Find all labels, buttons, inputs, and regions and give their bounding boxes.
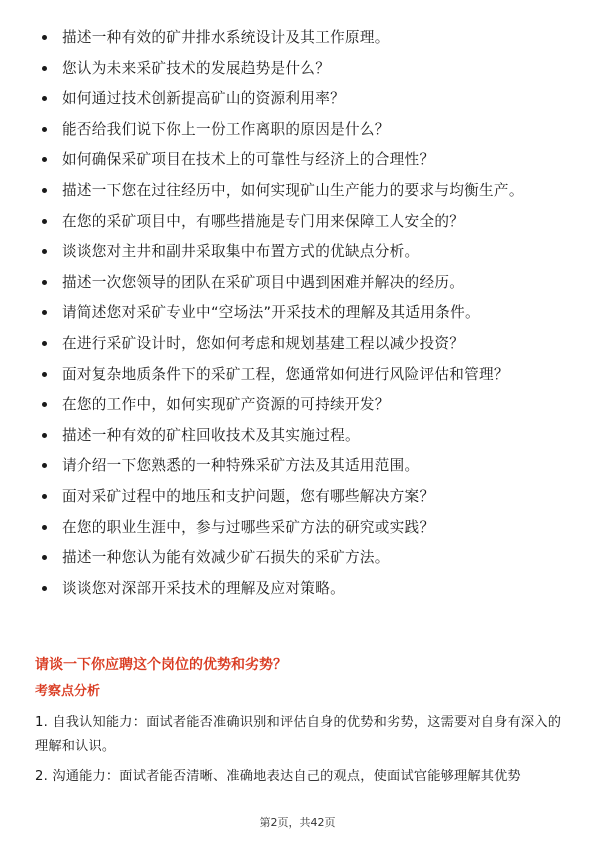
list-item — [42, 27, 562, 48]
question-text: 如何确保采矿项目在技术上的可靠性与经济上的合理性？ — [62, 151, 435, 169]
bullet-dot-icon — [42, 35, 47, 40]
bullet-dot-icon — [42, 341, 47, 346]
bullet-dot-icon — [42, 66, 47, 71]
question-text: 谈谈您对深部开采技术的理解及应对策略。 — [62, 579, 345, 597]
list-item — [42, 364, 562, 385]
question-list — [42, 27, 562, 608]
bullet-dot-icon — [42, 525, 47, 530]
analysis-list — [35, 711, 565, 795]
bullet-dot-icon — [42, 249, 47, 254]
question-text: 面对复杂地质条件下的采矿工程，您通常如何进行风险评估和管理？ — [62, 365, 509, 383]
bullet-dot-icon — [42, 310, 47, 315]
question-text: 描述一种您认为能有效减少矿石损失的采矿方法。 — [62, 549, 390, 567]
list-item — [42, 58, 562, 79]
list-item — [42, 425, 562, 446]
list-item — [42, 486, 562, 507]
section-heading: 请谈一下你应聘这个岗位的优势和劣势？ — [35, 657, 287, 673]
bullet-dot-icon — [42, 463, 47, 468]
bullet-dot-icon — [42, 555, 47, 560]
bullet-dot-icon — [42, 157, 47, 162]
list-item — [42, 578, 562, 599]
list-item — [42, 119, 562, 140]
list-item — [42, 211, 562, 232]
question-text: 如何通过技术创新提高矿山的资源利用率？ — [62, 90, 345, 108]
analysis-point: 2. 沟通能力：面试者能否清晰、准确地表达自己的观点，使面试官能够理解其优势 — [35, 769, 521, 784]
bullet-dot-icon — [42, 219, 47, 224]
question-text: 在您的职业生涯中，参与过哪些采矿方法的研究或实践？ — [62, 518, 435, 536]
question-text: 描述一下您在过往经历中，如何实现矿山生产能力的要求与均衡生产。 — [62, 181, 524, 199]
question-text: 谈谈您对主井和副井采取集中布置方式的优缺点分析。 — [62, 243, 420, 261]
list-item — [42, 394, 562, 415]
question-text: 描述一种有效的矿柱回收技术及其实施过程。 — [62, 426, 360, 444]
list-item — [42, 272, 562, 293]
bullet-dot-icon — [42, 494, 47, 499]
bullet-dot-icon — [42, 402, 47, 407]
question-text: 请简述您对采矿专业中“空场法”开采技术的理解及其适用条件。 — [62, 304, 480, 322]
list-item — [42, 547, 562, 568]
bullet-dot-icon — [42, 280, 47, 285]
page-number: 第2页，共42页 — [259, 816, 336, 829]
list-item — [42, 517, 562, 538]
question-text: 描述一次您领导的团队在采矿项目中遇到困难并解决的经历。 — [62, 273, 465, 291]
list-item — [42, 180, 562, 201]
question-text: 能否给我们说下你上一份工作离职的原因是什么？ — [62, 120, 390, 138]
analysis-subheading: 考察点分析 — [35, 684, 101, 699]
question-text: 在您的采矿项目中，有哪些措施是专门用来保障工人安全的？ — [62, 212, 465, 230]
question-text: 请介绍一下您熟悉的一种特殊采矿方法及其适用范围。 — [62, 457, 420, 475]
question-text: 在您的工作中，如何实现矿产资源的可持续开发？ — [62, 396, 390, 414]
bullet-dot-icon — [42, 188, 47, 193]
list-item — [42, 88, 562, 109]
bullet-dot-icon — [42, 433, 47, 438]
question-text: 面对采矿过程中的地压和支护问题，您有哪些解决方案？ — [62, 487, 435, 505]
question-text: 您认为未来采矿技术的发展趋势是什么？ — [62, 59, 331, 77]
bullet-dot-icon — [42, 372, 47, 377]
list-item — [42, 333, 562, 354]
bullet-dot-icon — [42, 586, 47, 591]
bullet-dot-icon — [42, 96, 47, 101]
question-text: 在进行采矿设计时，您如何考虑和规划基建工程以减少投资？ — [62, 334, 465, 352]
analysis-point: 1. 自我认知能力：面试者能否准确识别和评估自身的优势和劣势，这需要对自身有深入的理解和认识。 — [35, 715, 562, 754]
list-item — [42, 302, 562, 323]
list-item — [42, 149, 562, 170]
list-item — [42, 455, 562, 476]
list-item — [42, 241, 562, 262]
bullet-dot-icon — [42, 127, 47, 132]
question-text: 描述一种有效的矿井排水系统设计及其工作原理。 — [62, 29, 390, 46]
